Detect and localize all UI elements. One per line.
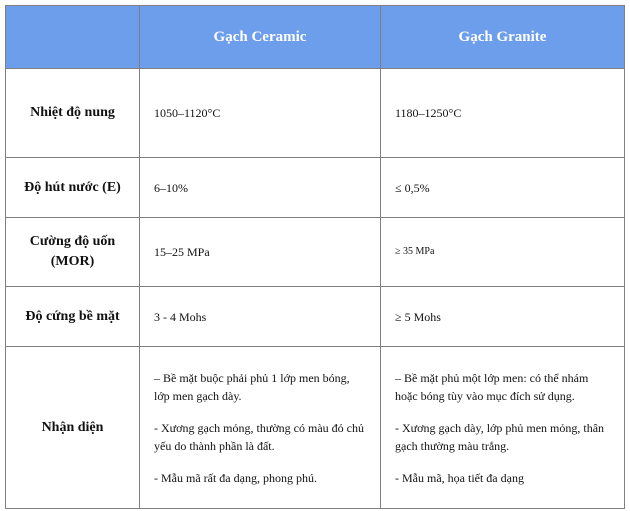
granite-bending-strength: ≥ 35 MPa <box>381 218 625 287</box>
granite-identification-line-2: - Xương gạch dày, lớp phủ men mỏng, thân gạch thường màu trắng. <box>395 420 605 453</box>
row-label-identification: Nhận diện <box>6 347 140 509</box>
header-row <box>6 6 625 69</box>
row-label-surface-hardness: Độ cứng bề mặt <box>6 287 140 347</box>
granite-firing-temperature: 1180–1250°C <box>381 69 625 158</box>
ceramic-surface-hardness: 3 - 4 Mohs <box>140 287 381 347</box>
granite-water-absorption: ≤ 0,5% <box>381 158 625 218</box>
ceramic-identification-line-1: – Bề mặt buộc phải phủ 1 lớp men bóng, lớp men gạch dày. <box>154 370 350 403</box>
ceramic-identification-line-3: - Mẫu mã rất đa dạng, phong phú. <box>154 470 317 485</box>
ceramic-bending-strength: 15–25 MPa <box>140 218 381 287</box>
table-row <box>6 287 625 347</box>
header-corner-cell <box>6 6 140 69</box>
row-label-bending-strength: Cường độ uốn (MOR) <box>6 218 140 287</box>
granite-identification-line-1: – Bề mặt phủ một lớp men: có thể nhám hoặc bóng tùy vào mục đích sử dụng. <box>395 370 589 403</box>
header-ceramic: Gạch Ceramic <box>140 6 381 69</box>
table-row <box>6 69 625 158</box>
row-label-firing-temperature: Nhiệt độ nung <box>6 69 140 158</box>
granite-identification <box>381 347 625 509</box>
table-row <box>6 347 625 509</box>
ceramic-identification <box>140 347 381 509</box>
comparison-table <box>5 5 625 509</box>
table-row <box>6 218 625 287</box>
granite-surface-hardness: ≥ 5 Mohs <box>381 287 625 347</box>
table-row <box>6 158 625 218</box>
granite-identification-line-3: - Mẫu mã, họa tiết đa dạng <box>395 470 524 485</box>
ceramic-identification-line-2: - Xương gạch mỏng, thường có màu đỏ chủ yếu do thành phần là đất. <box>154 420 364 453</box>
ceramic-firing-temperature: 1050–1120°C <box>140 69 381 158</box>
ceramic-water-absorption: 6–10% <box>140 158 381 218</box>
row-label-water-absorption: Độ hút nước (E) <box>6 158 140 218</box>
header-granite: Gạch Granite <box>381 6 625 69</box>
